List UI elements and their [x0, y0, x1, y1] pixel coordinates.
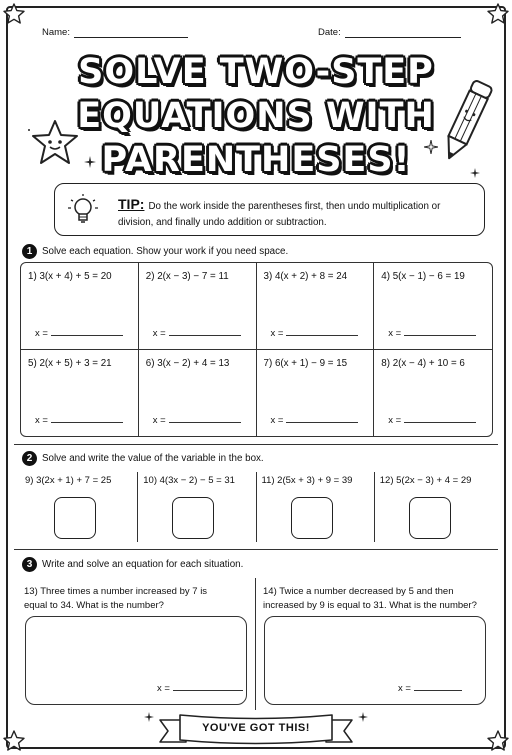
star-icon	[2, 2, 26, 26]
problem-number: 2)	[145, 271, 155, 282]
tip-box	[54, 183, 485, 236]
section-number: 3	[22, 557, 37, 572]
problem-cell	[375, 472, 493, 542]
equation: 4(3x − 2) − 5 = 31	[159, 475, 235, 486]
answer-field[interactable]: x =	[271, 328, 359, 339]
name-line[interactable]	[74, 28, 188, 38]
section-instruction: Write and solve an equation for each situation.	[42, 559, 244, 570]
problem-number: 1)	[28, 271, 37, 282]
problem-text: Twice a number decreased by 5 and then increased by 9 is equal to 31. What is the number?	[263, 586, 477, 611]
problem-cell	[139, 350, 257, 437]
problem-cell	[138, 472, 256, 542]
title-line-2: EQUATIONS WITH	[77, 96, 435, 136]
answer-field[interactable]: x =	[153, 415, 241, 426]
date-label: Date:	[318, 27, 341, 38]
equation: 6(x + 1) − 9 = 15	[274, 357, 348, 369]
date-line[interactable]	[345, 28, 461, 38]
answer-field[interactable]: x =	[153, 328, 241, 339]
tip-label: TIP:	[118, 196, 145, 212]
problem-number: 14)	[263, 586, 277, 597]
answer-box[interactable]	[172, 497, 214, 539]
equation: 3(x + 4) + 5 = 20	[39, 271, 112, 282]
section-number: 2	[22, 451, 37, 466]
problem-text: Three times a number increased by 7 is equal to 34. What is the number?	[24, 586, 208, 611]
equation: 5(2x − 3) + 4 = 29	[396, 475, 472, 486]
problem-cell	[257, 350, 375, 437]
smiling-star-icon	[26, 118, 84, 170]
name-label: Name:	[42, 27, 70, 38]
star-icon	[486, 2, 510, 26]
problem-cell	[374, 263, 492, 350]
problem-cell	[139, 263, 257, 350]
problem-number: 3)	[263, 271, 273, 282]
problem-number: 13)	[24, 586, 38, 597]
name-field[interactable]	[42, 27, 188, 38]
answer-field[interactable]: x =	[35, 328, 123, 339]
equation: 2(x + 5) + 3 = 21	[39, 357, 112, 369]
tip-text-block	[118, 196, 478, 231]
equation: 2(5x + 3) + 9 = 39	[277, 475, 353, 486]
section-3-heading	[22, 557, 243, 572]
sparkle-icon	[84, 156, 96, 168]
sparkle-icon	[470, 168, 480, 178]
answer-field[interactable]: x =	[398, 683, 462, 694]
problem-number: 8)	[381, 357, 390, 369]
problem-number: 11)	[261, 475, 275, 486]
title-line-1: SOLVE TWO-STEP	[78, 52, 434, 92]
problem-cell	[21, 263, 139, 350]
sparkle-icon	[358, 712, 368, 722]
equation-grid	[20, 262, 493, 437]
word-problem	[24, 585, 229, 613]
section-number: 1	[22, 244, 37, 259]
lightbulb-icon	[65, 192, 101, 228]
answer-field[interactable]: x =	[388, 328, 476, 339]
title-line-3: PARENTHESES!	[101, 140, 411, 180]
problem-number: 6)	[145, 357, 155, 369]
column-divider	[255, 578, 256, 710]
word-problem	[263, 585, 478, 613]
answer-box-row	[20, 472, 493, 542]
problem-number: 5)	[28, 357, 37, 369]
date-field[interactable]	[318, 27, 461, 38]
section-instruction: Solve and write the value of the variable in the box.	[42, 453, 264, 464]
pencil-icon	[436, 72, 496, 172]
problem-number: 9)	[25, 475, 34, 486]
equation: 2(x − 3) − 7 = 11	[157, 271, 229, 282]
answer-field[interactable]: x =	[271, 415, 359, 426]
banner-text: YOU'VE GOT THIS!	[202, 722, 310, 734]
answer-field[interactable]: x =	[35, 415, 123, 426]
equation: 3(x − 2) + 4 = 13	[157, 357, 230, 369]
equation: 5(x − 1) − 6 = 19	[392, 271, 465, 282]
section-1-heading	[22, 244, 288, 259]
equation: 4(x + 2) + 8 = 24	[274, 271, 348, 282]
answer-box[interactable]	[409, 497, 451, 539]
sparkle-icon	[424, 140, 438, 154]
problem-cell	[20, 472, 138, 542]
sparkle-icon	[144, 712, 154, 722]
answer-field[interactable]: x =	[388, 415, 476, 426]
problem-number: 7)	[263, 357, 273, 369]
equation: 2(x − 4) + 10 = 6	[392, 357, 465, 369]
tip-text: Do the work inside the parentheses first, then undo multiplication or division, and finally undo addition or subtraction.	[118, 201, 441, 228]
problem-cell	[257, 472, 375, 542]
section-instruction: Solve each equation. Show your work if you need space.	[42, 246, 289, 257]
section-divider	[14, 549, 498, 550]
answer-box[interactable]	[291, 497, 333, 539]
section-2-heading	[22, 451, 264, 466]
answer-box[interactable]	[54, 497, 96, 539]
equation: 3(2x + 1) + 7 = 25	[36, 475, 112, 486]
section-divider	[14, 444, 498, 445]
problem-number: 12)	[379, 475, 394, 486]
problem-cell	[21, 350, 139, 437]
problem-cell	[257, 263, 375, 350]
problem-cell	[374, 350, 492, 437]
problem-number: 10)	[143, 475, 157, 486]
problem-number: 4)	[381, 271, 390, 282]
answer-field[interactable]: x =	[157, 683, 243, 694]
